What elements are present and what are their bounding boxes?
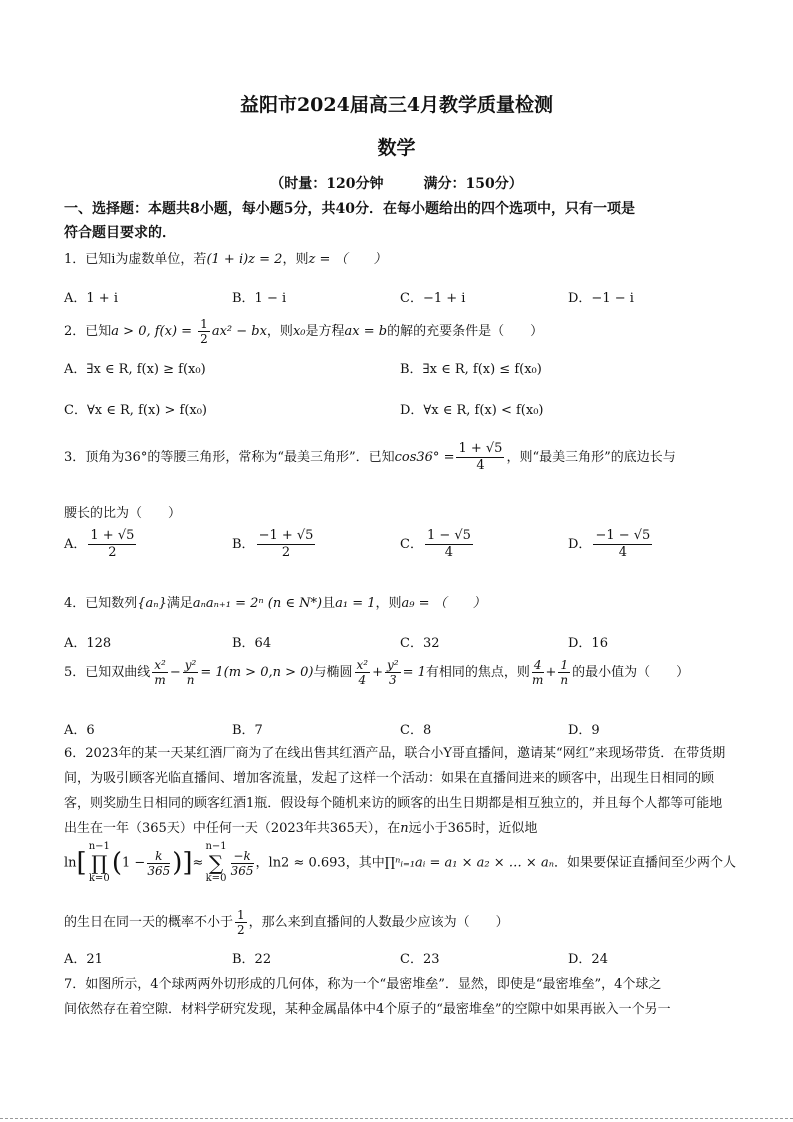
q6-half-den: 2 [237,923,245,937]
q6-option-a: A．21 [64,952,103,967]
q2-text-d: 的解的充要条件是（ ） [387,324,544,339]
question-4-stem [64,592,486,611]
q5-f-frac1 [532,658,544,687]
q6-prod-top: n−1 [88,841,110,852]
q3-option-d [568,528,654,561]
q6-n: n [400,821,409,836]
q3-b-num: −1 + √5 [258,528,314,543]
q5-e-frac2 [385,658,401,687]
q5-text-b: 与椭圆 [313,665,353,680]
q5-e-den1: 4 [358,673,367,687]
page-bottom-rule [0,1118,793,1119]
q2-text-c: 是方程 [305,324,345,339]
q3-text-a: 3．顶角为36°的等腰三角形，常称为“最美三角形”．已知 [64,450,395,465]
q6-sum [205,842,226,884]
q3-c-num: 1 − √5 [426,528,471,543]
q1-math: (1 + i)z = 2 [206,252,283,267]
q4-option-a: A．128 [64,636,112,651]
q6-text: 6．2023年的某一天某红酒厂商为了在线出售其红酒产品，联合小Y哥直播间，邀请某“网红”来现场带货．在带货期间，为吸引顾客光临直播间、增加客流量，发起了这样一个活动：如果在直播间进来的顾客中，出现生日相同的顾客，则奖励生日相同的顾客红酒1瓶．假设每个随机来访的顾客的出生日期都是相互独立的，并且每个人都等可能地出生在一年（365天）中任何一天（2023年共365天），在 [64,746,726,836]
q5-h-den2: n [186,673,195,687]
q3-c-den: 4 [444,545,454,560]
q5-f-num1: 4 [533,658,542,672]
q4-option-b: B．64 [232,636,272,651]
q2-fraction [198,317,210,346]
q5-f-den1: m [532,673,544,687]
q3-b-den: 2 [281,545,291,560]
q4-text-c: 且 [322,596,336,611]
q6-approx: ≈ [192,855,204,871]
q3-option-c-label: C． [400,537,423,552]
exam-meta [0,173,793,193]
q2-math2: ax² − bx [211,324,267,339]
q6-option-c: C．23 [400,952,440,967]
q4-option-d: D．16 [568,636,608,651]
q5-option-c: C．8 [400,723,432,738]
q2-option-d: D．∀x ∈ R, f(x) < f(x₀) [400,403,544,418]
subject-title: 数学 [377,137,416,159]
q2-text-a: 2．已知 [64,324,112,339]
q6-negk: −k [231,849,254,864]
section-heading-line2: 符合题目要求的． [64,225,176,241]
q6-negkfrac [231,849,254,878]
q3-option-c [400,528,475,561]
q1-option-c: C．−1 + i [400,291,466,306]
q3-fraction [456,441,504,474]
q3-option-c-frac [425,528,473,561]
q5-text-d: 的最小值为（ ） [572,665,690,680]
q3-d-num: −1 − √5 [595,528,651,543]
q6-text-tail: 远小于365时，近似地 [408,821,538,836]
q2-text-b: ，则 [266,324,293,339]
q6-one: 1 − [122,855,146,871]
q2-frac-num: 1 [200,317,208,331]
q6-ln2: ，ln2 ≈ 0.693 [255,855,346,871]
q6-k: k [147,849,170,864]
q6-tail: ．如果要保证直播间至少两个人 [553,855,736,871]
q5-h-frac1 [152,658,168,687]
q4-option-c: C．32 [400,636,440,651]
q1-option-b: B．1 − i [232,291,287,306]
q3-a-num: 1 + √5 [90,528,135,543]
q3-frac-den: 4 [476,458,485,473]
q4-text-a: 4．已知数列 [64,596,138,611]
q6-last-line [64,908,509,937]
question-2-stem [64,317,543,346]
q2-equation: ax = b [344,324,388,339]
q2-math: a > 0, f(x) = [111,324,197,339]
q1-option-d: D．−1 − i [568,291,634,306]
q5-text-c: 有相同的焦点，则 [425,665,530,680]
q2-option-c: C．∀x ∈ R, f(x) > f(x₀) [64,403,208,418]
q5-f-num2: 1 [560,658,569,672]
q1-text-a: 1．已知i为虚数单位，若 [64,252,207,267]
q5-e-num1: x² [356,658,369,672]
q3-option-b-label: B． [232,537,255,552]
q6-prod-bot: k=0 [88,873,110,884]
q4-text-d: ，则 [375,596,402,611]
q2-option-b: B．∃x ∈ R, f(x) ≤ f(x₀) [400,362,542,377]
question-1-stem [64,248,386,267]
q6-sum-symbol: ∑ [208,851,224,875]
question-3-stem [64,441,676,474]
q3-option-d-frac [593,528,652,561]
q5-e-tail: = 1 [402,665,426,680]
section-heading-line1: 一、选择题：本题共8小题，每小题5分，共40分．在每小题给出的四个选项中，只有一项是 [64,201,635,217]
full-score: 满分：150分） [423,176,523,192]
page-title: 益阳市2024届高三4月教学质量检测 [239,94,554,116]
q5-h-num2: y² [184,658,197,672]
q3-cos: cos36° = [394,450,455,465]
q2-x0: x₀ [292,324,306,339]
question-5-stem: 5．已知双曲线 $\frac{\text{x²}}{m}$ − $\frac{\text{y²}}{n}$ = 1(m > 0,n > 0)与椭圆 $\frac{\text{x²}}{4}$ + $\frac{\text{y²}}{3}$ = 1有相同的焦点，则 $\frac{4}{m}$ + $\frac{1}{n}$ 的最小值为（ ） [64,658,690,687]
q3-option-a [64,528,138,561]
q4-seq: {aₙ} [137,596,167,611]
q6-mid: ，其中 [345,855,385,871]
q3-frac-num: 1 + √5 [458,441,503,456]
q3-option-b-frac [257,528,316,561]
q6-half-num: 1 [237,908,245,922]
q6-prod2: ∏ⁿᵢ₌₁aᵢ = a₁ × a₂ × … × aₙ [384,855,554,871]
q7-line1: 7．如图所示，4个球两两外切形成的几何体，称为一个“最密堆垒”．显然，即使是“最密堆垒”，4个球之 [64,977,662,992]
q3-line2: 腰长的比为（ ） [64,506,182,521]
q3-d-den: 4 [618,545,628,560]
q2-frac-den: 2 [200,332,208,346]
q6-option-d: D．24 [568,952,608,967]
q6-sum-top: n−1 [205,841,227,852]
q6-option-b: B．22 [232,952,272,967]
q6-last-a: 的生日在同一天的概率不小于 [64,915,234,930]
q5-h-tail: = 1(m > 0,n > 0) [200,665,314,680]
question-6-paragraph [64,741,734,841]
q4-a9: a₉ = （ ） [401,596,486,611]
q5-h-den1: m [154,673,166,687]
q3-option-b [232,528,317,561]
q1-text-b: ，则 [282,252,309,267]
q3-a-den: 2 [108,545,117,560]
q5-option-d: D．9 [568,723,600,738]
q6-ln: ln [64,855,77,871]
q6-half [235,908,247,937]
q3-option-a-frac [88,528,136,561]
q4-a1: a₁ = 1 [335,596,376,611]
q7-line2: 间依然存在着空隙．材料学研究发现，某种金属晶体中4个原子的“最密堆垒”的空隙中如果再嵌入一个另一 [64,1002,671,1017]
q5-f-den2: n [560,673,569,687]
q5-e-frac1 [355,658,371,687]
q1-option-a: A．1 + i [64,291,118,306]
q6-formula-line: ln[ n−1 ∏ k=0 (1 − $\frac{k}{365}$ )]≈ n−1 ∑ k=0 $\frac{-k}{365}$ ，ln2 ≈ 0.693，其中∏ⁿᵢ₌₁aᵢ = a₁ × a₂ × … × aₙ．如果要保证直播间至少两个人 [64,841,736,884]
q6-sum-bot: k=0 [205,873,227,884]
q6-prod-symbol: ∏ [91,851,108,875]
q5-h-num1: x² [154,658,166,672]
q6-last-b: ，那么来到直播间的人数最少应该为（ ） [248,915,509,930]
q6-kfrac [147,849,170,878]
q3-option-a-label: A． [64,537,87,552]
q2-option-a: A．∃x ∈ R, f(x) ≥ f(x₀) [64,362,206,377]
q5-h-frac2 [183,658,199,687]
q5-option-b: B．7 [232,723,263,738]
q5-text-a: 5．已知双曲线 [64,665,151,680]
q4-relation: aₙaₙ₊₁ = 2ⁿ (n ∈ N*) [192,596,323,611]
q6-365: 365 [147,863,171,878]
q5-option-a: A．6 [64,723,95,738]
time-limit: （时量：120分钟 [270,176,384,192]
q3-text-b: ，则“最美三角形”的底边长与 [506,450,676,465]
q6-prod [89,842,110,884]
q6-365b: 365 [230,863,254,878]
q5-f-frac2 [558,658,570,687]
q5-e-num2: y² [387,658,399,672]
q3-option-d-label: D． [568,537,592,552]
q4-text-b: 满足 [166,596,193,611]
q5-e-den2: 3 [388,673,397,687]
q1-answer-blank: z = （ ） [308,252,387,267]
